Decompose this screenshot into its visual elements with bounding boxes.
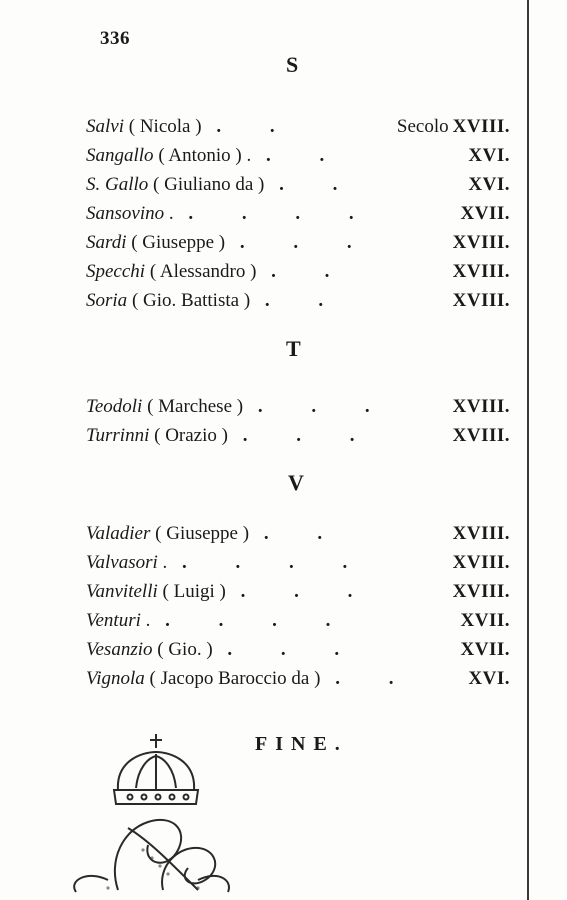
architect-name: Valadier	[86, 523, 151, 544]
page-number: 336	[100, 28, 130, 49]
architect-name: Soria	[86, 290, 128, 311]
leader-dots: . . .	[257, 396, 392, 417]
century-value: XVI.	[468, 174, 510, 195]
architect-detail: ( Giuseppe )	[155, 523, 250, 544]
century-value: XVIII.	[452, 261, 510, 282]
architect-name: S. Gallo	[86, 174, 149, 195]
index-entry	[86, 232, 516, 261]
architect-name: Specchi	[86, 261, 146, 282]
century-value	[397, 116, 510, 138]
century-value: XVIII.	[452, 425, 510, 446]
closing-fine: FINE.	[255, 733, 348, 755]
leader-dots: . .	[279, 174, 360, 195]
architect-name: Turrinni	[86, 425, 150, 446]
section-t-entries	[86, 396, 516, 454]
section-letter-s: S	[286, 52, 299, 77]
century-value: XVIII.	[452, 232, 510, 253]
index-entry	[86, 425, 516, 454]
architect-detail: ( Giuliano da )	[153, 174, 265, 195]
architect-detail: ( Antonio ) .	[158, 145, 252, 166]
leader-dots: . . .	[227, 639, 362, 660]
index-entry	[86, 581, 516, 610]
architect-name: Teodoli	[86, 396, 143, 417]
century-numeral: XVIII.	[452, 116, 510, 137]
page-edge-line	[527, 0, 529, 900]
leader-dots: . .	[264, 290, 346, 311]
index-entry	[86, 396, 516, 425]
leader-dots: . . . .	[188, 203, 376, 224]
architect-detail: .	[145, 610, 151, 631]
architect-detail: ( Orazio )	[154, 425, 228, 446]
century-value: XVIII.	[452, 552, 510, 573]
architect-detail: ( Marchese )	[147, 396, 244, 417]
index-entry	[86, 290, 516, 319]
architect-name: Vesanzio	[86, 639, 153, 660]
architect-name: Sangallo	[86, 145, 154, 166]
leader-dots: . .	[271, 261, 352, 282]
index-entry	[86, 203, 516, 232]
leader-dots: . .	[335, 668, 416, 689]
architect-name: Vanvitelli	[86, 581, 158, 602]
architect-detail: .	[168, 203, 174, 224]
century-value: XVII.	[460, 639, 510, 660]
section-v-entries	[86, 523, 516, 697]
index-entry	[86, 174, 516, 203]
index-entry	[86, 610, 516, 639]
leader-dots: . . .	[239, 232, 374, 253]
leader-dots: . . . .	[165, 610, 353, 631]
architect-name: Vignola	[86, 668, 145, 689]
index-entry	[86, 261, 516, 290]
leader-dots: . . .	[240, 581, 375, 602]
century-value: XVIII.	[452, 396, 510, 417]
century-value: XVIII.	[452, 581, 510, 602]
century-prefix: Secolo	[396, 116, 449, 137]
century-value: XVI.	[468, 145, 510, 166]
index-entry	[86, 668, 516, 697]
century-value: XVII.	[460, 203, 510, 224]
architect-detail: .	[162, 552, 168, 573]
century-value: XVIII.	[452, 290, 510, 311]
index-entry	[86, 145, 516, 174]
architect-detail: ( Alessandro )	[149, 261, 257, 282]
architect-name: Valvasori	[86, 552, 158, 573]
leader-dots: . . .	[242, 425, 377, 446]
leader-dots: . .	[265, 145, 347, 166]
architect-detail: ( Nicola )	[128, 116, 202, 137]
architect-detail: ( Giuseppe )	[131, 232, 226, 253]
leader-dots: . . . .	[182, 552, 370, 573]
architect-detail: ( Gio. )	[157, 639, 213, 660]
section-letter-v: V	[288, 470, 304, 495]
leader-dots: . .	[263, 523, 345, 544]
leader-dots: . .	[216, 116, 297, 137]
architect-name: Sansovino	[86, 203, 165, 224]
crowned-monogram-stamp-icon	[48, 730, 238, 898]
section-letter-t: T	[286, 336, 301, 361]
architect-name: Sardi	[86, 232, 127, 253]
architect-name: Salvi	[86, 116, 124, 137]
index-entry	[86, 523, 516, 552]
architect-detail: ( Luigi )	[162, 581, 226, 602]
century-value: XVI.	[468, 668, 510, 689]
century-value: XVII.	[460, 610, 510, 631]
index-entry	[86, 116, 516, 145]
index-entry	[86, 552, 516, 581]
section-s-entries	[86, 116, 516, 319]
architect-name: Venturi	[86, 610, 141, 631]
architect-detail: ( Gio. Battista )	[131, 290, 251, 311]
century-value: XVIII.	[452, 523, 510, 544]
architect-detail: ( Jacopo Baroccio da )	[149, 668, 321, 689]
index-entry	[86, 639, 516, 668]
